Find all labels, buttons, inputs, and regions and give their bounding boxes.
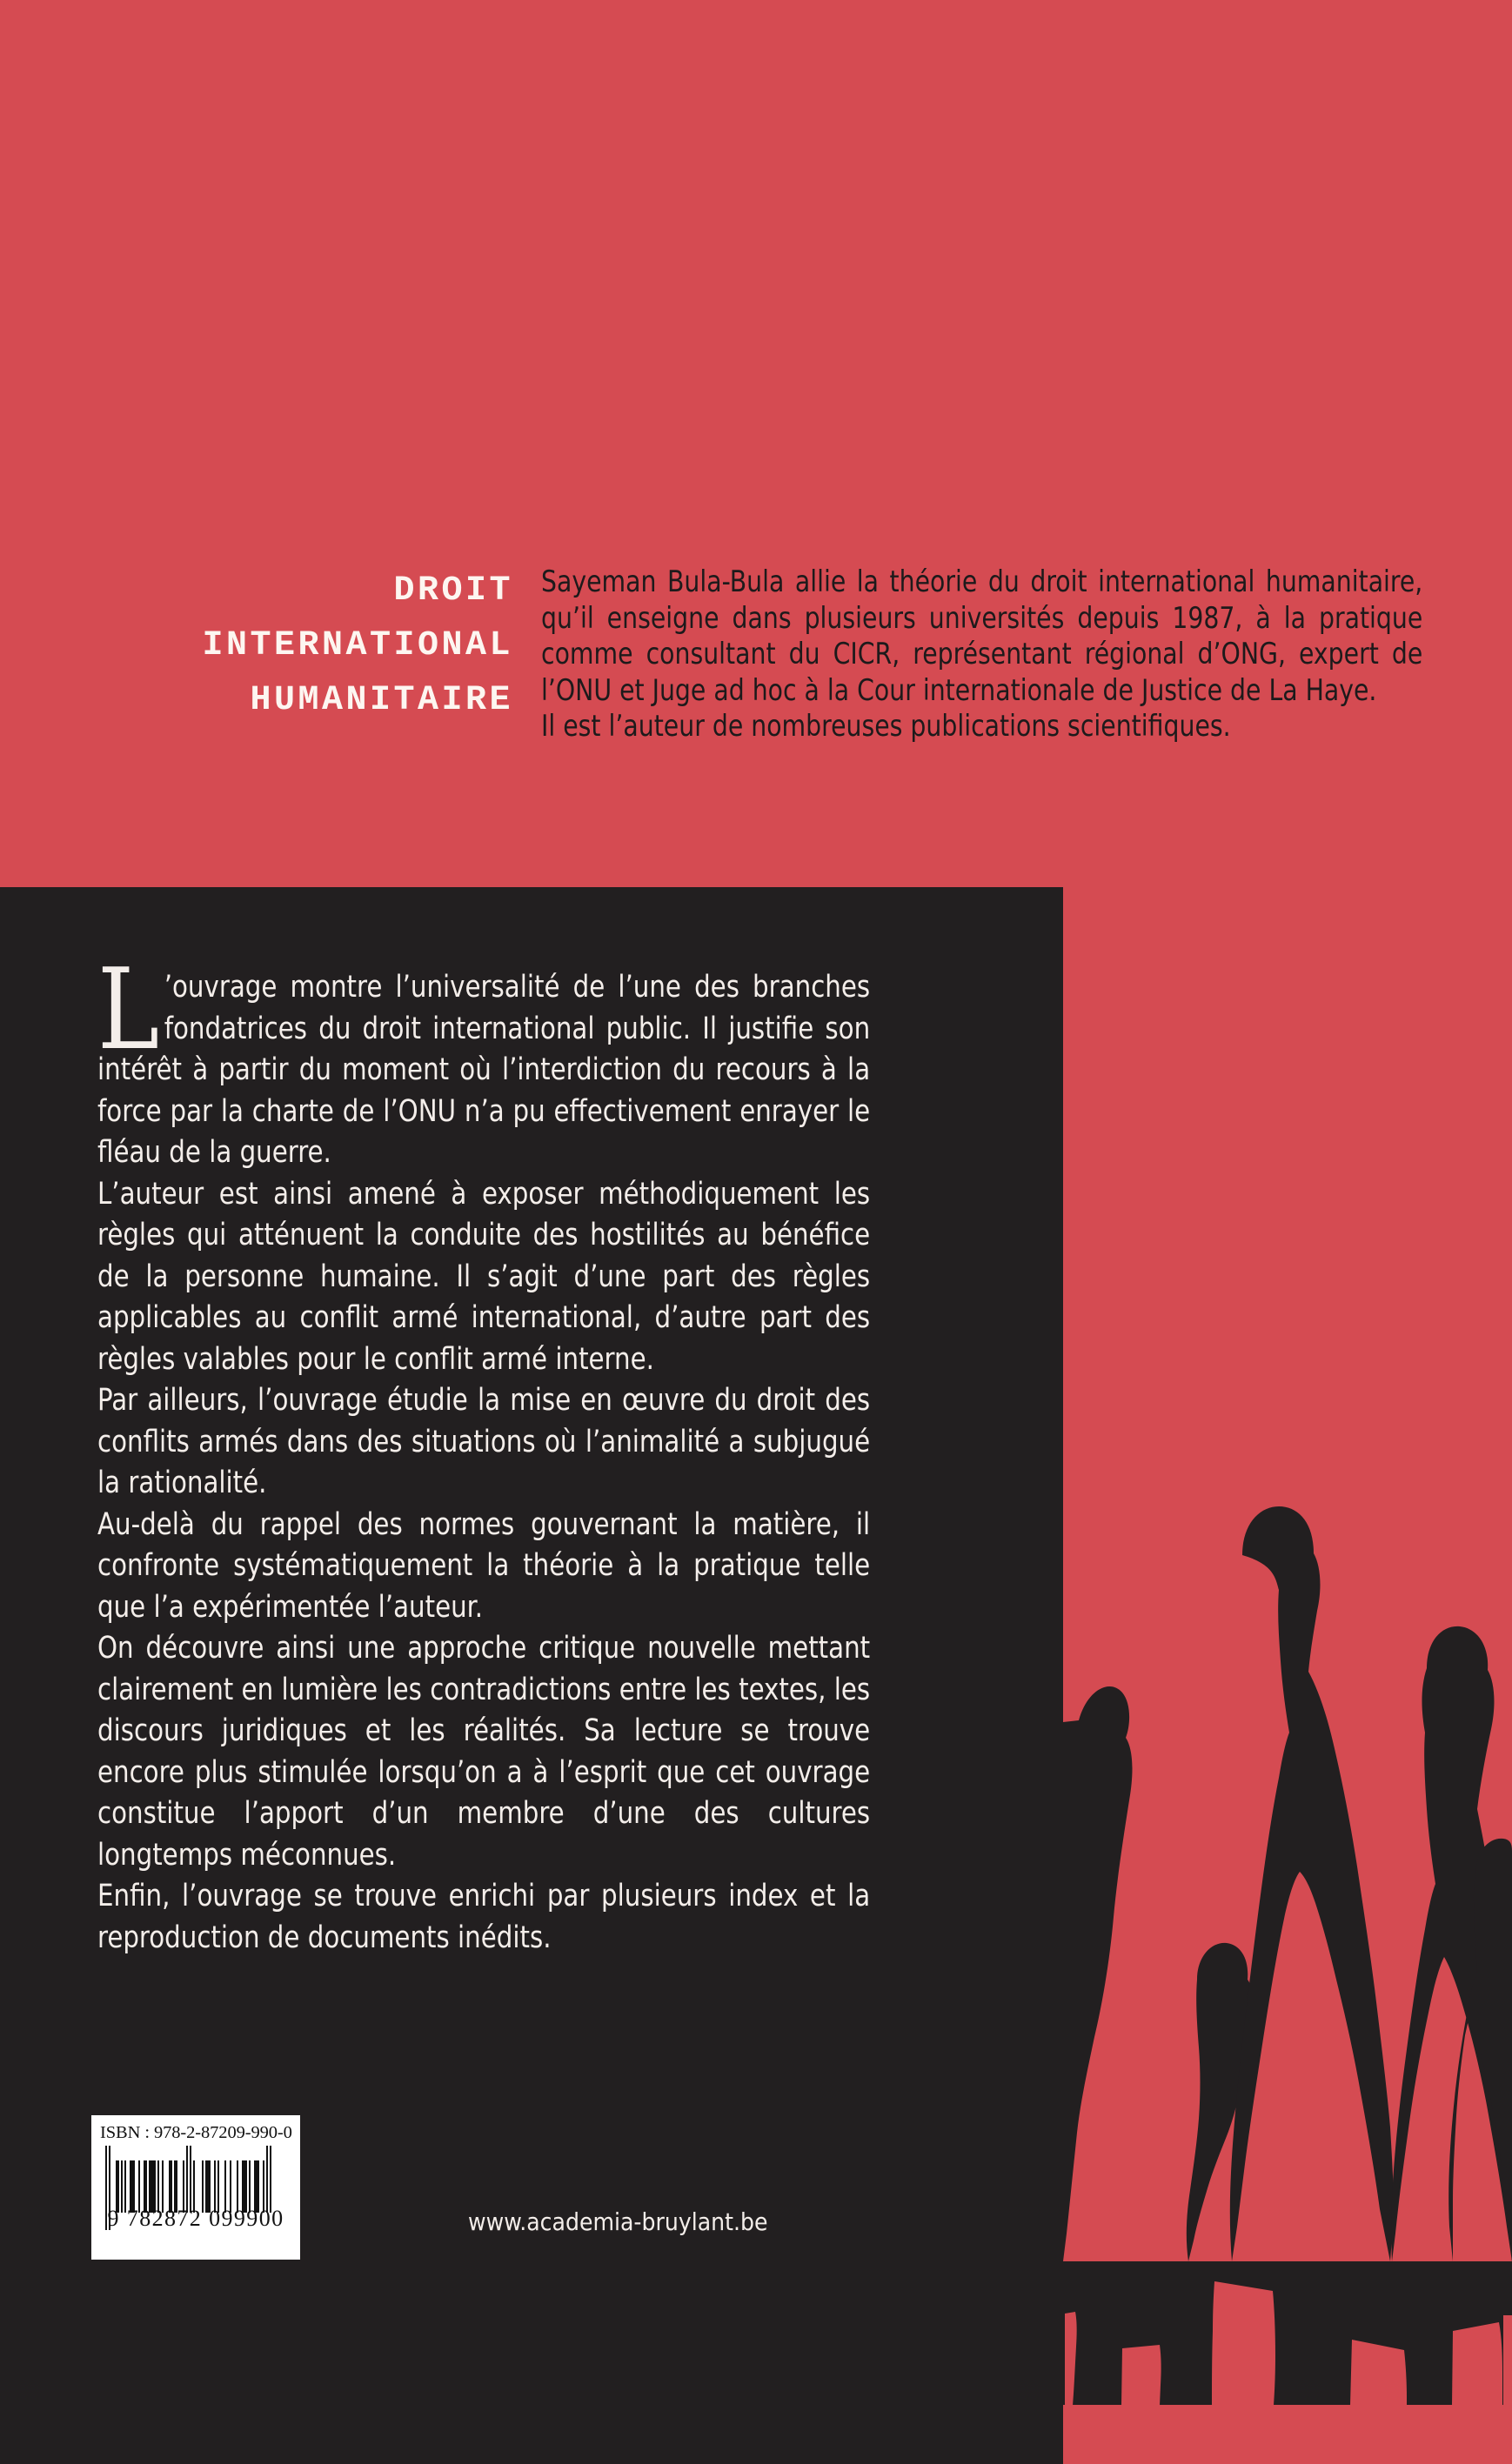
drop-cap-letter: L	[97, 945, 160, 1075]
blurb-paragraph-1	[97, 945, 871, 1174]
blurb-paragraph-2: L’auteur est ainsi amené à exposer méthodiquement les règles qui atténuent la conduite des hostilités au bénéfice de la personne humaine. Il s’agit d’une part des règles applicables au conflit armé international, d’autre part des règles valables pour le conflit armé interne.	[97, 1176, 871, 1377]
figures-icon	[1027, 1392, 1512, 2464]
title-line-humanitaire: HUMANITAIRE	[250, 681, 513, 720]
barcode-block	[91, 2115, 300, 2260]
book-description	[97, 945, 871, 1959]
author-bio-paragraph-2: Il est l’auteur de nombreuses publications scientifiques.	[541, 709, 1231, 743]
blurb-paragraph-4: Au-delà du rappel des normes gouvernant la matière, il confronte systématiquement la théorie à la pratique telle que l’a expérimentée l’auteur.	[97, 1506, 871, 1625]
isbn-label: ISBN : 978-2-87209-990-0	[100, 2123, 292, 2142]
author-biography	[541, 564, 1422, 745]
author-bio-paragraph-1: Sayeman Bula-Bula allie la théorie du droit international humanitaire, qu’il enseigne dans plusieurs universités depuis 1987, à la pratique comme consultant du CICR, représentant régional d’ONG, expert de l’ONU et Juge ad hoc à la Cour internationale de Justice de La Haye.	[541, 564, 1423, 707]
silhouette-artwork	[1027, 1392, 1512, 2464]
barcode-digits: 9 782872 099900	[107, 2206, 284, 2231]
blurb-paragraph-3: Par ailleurs, l’ouvrage étudie la mise en œuvre du droit des conflits armés dans des situations où l’animalité a subjugué la rationalité.	[97, 1383, 871, 1500]
blurb-paragraph-6: Enfin, l’ouvrage se trouve enrichi par plusieurs index et la reproduction de documents inédits.	[97, 1879, 871, 1955]
title-line-international: INTERNATIONAL	[202, 626, 513, 665]
publisher-website: www.academia-bruylant.be	[468, 2207, 768, 2236]
book-title	[52, 564, 513, 728]
blurb-paragraph-5: On découvre ainsi une approche critique nouvelle mettant clairement en lumière les contradictions entre les textes, les discours juridiques et les réalités. Sa lecture se trouve encore plus stimulée lorsqu’on a à l’esprit que cet ouvrage constitue l’apport d’un membre d’une des cultures longtemps méconnues.	[97, 1631, 871, 1873]
blurb-paragraph-1-text: ’ouvrage montre l’universalité de l’une des branches fondatrices du droit international public. Il justifie son intérêt à partir du moment où l’interdiction du recours à la force par la charte de l’ONU n’a pu effectivement enrayer le fléau de la guerre.	[97, 970, 871, 1170]
title-line-droit: DROIT	[393, 571, 513, 611]
